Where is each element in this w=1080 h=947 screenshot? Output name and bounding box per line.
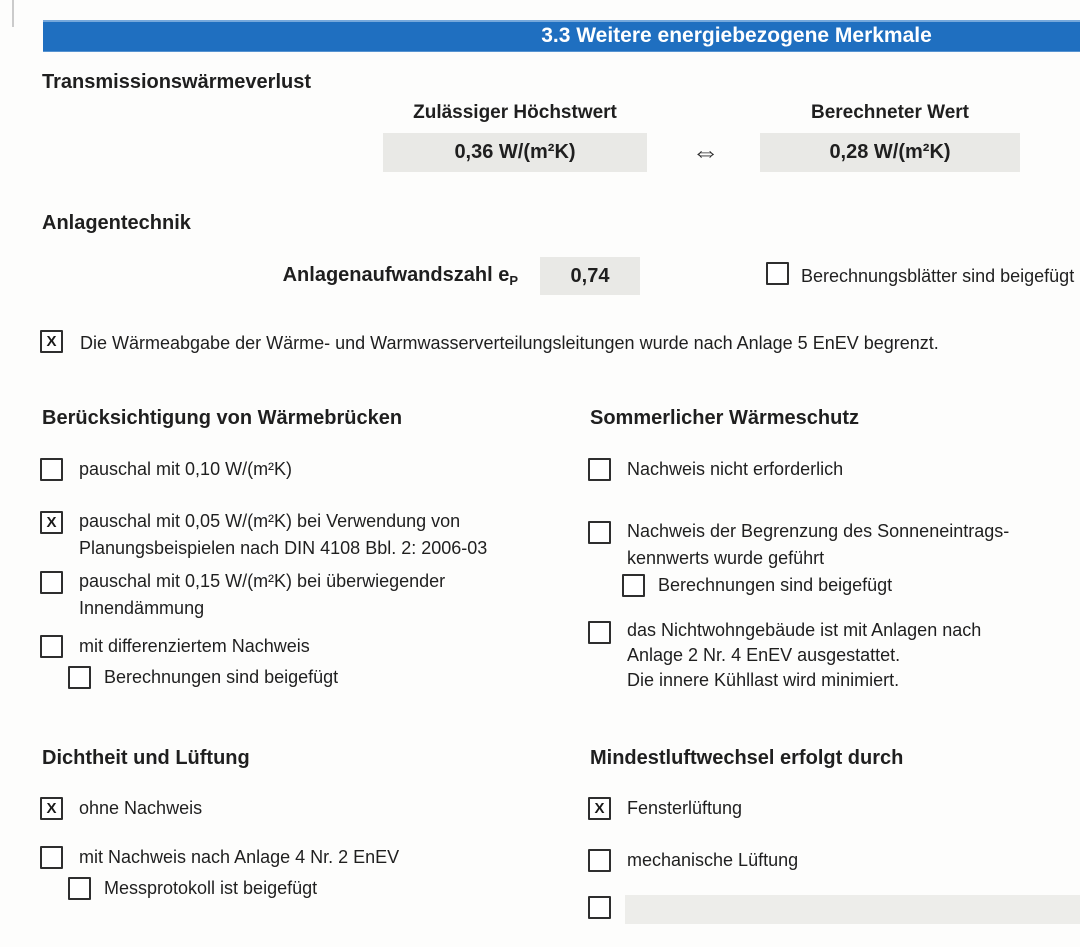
heading-mindestluftwechsel: Mindestluftwechsel erfolgt durch [590, 747, 904, 769]
checkbox-mindestluft-other[interactable] [588, 896, 611, 919]
ep-label-subscript: P [509, 273, 518, 288]
label-ohne-nachweis: ohne Nachweis [79, 798, 203, 818]
checkbox-differenzierter-nachweis[interactable] [40, 635, 63, 658]
max-value-label: Zulässiger Höchstwert [413, 102, 617, 123]
section-title-bar [43, 20, 1080, 52]
label-pauschal-005-line1: pauschal mit 0,05 W/(m²K) bei Verwendung von [79, 511, 461, 531]
checkbox-nachweis-anlage4[interactable] [40, 846, 63, 869]
label-pauschal-015 [79, 568, 445, 622]
mindestluft-other-field[interactable] [625, 895, 1080, 924]
label-berechnungen-beigefuegt-wb: Berechnungen sind beigefügt [104, 667, 339, 687]
checkbox-ohne-nachweis[interactable]: X [40, 797, 63, 820]
label-messprotokoll: Messprotokoll ist beigefügt [104, 878, 318, 898]
ep-value-field[interactable]: 0,74 [540, 257, 640, 295]
calculated-value-field[interactable]: 0,28 W/(m²K) [760, 133, 1020, 172]
equivalence-arrow-icon: ⇔ [691, 136, 720, 167]
checkbox-fensterlueftung[interactable]: X [588, 797, 611, 820]
label-fensterlueftung: Fensterlüftung [627, 798, 743, 818]
scan-artifact-line [12, 0, 14, 27]
label-sonneneintragskennwert-line1: Nachweis der Begrenzung des Sonneneintrags- [627, 521, 1010, 541]
checkbox-sonneneintragskennwert[interactable] [588, 521, 611, 544]
waermeabgabe-label: Die Wärmeabgabe der Wärme- und Warmwasserverteilungsleitungen wurde nach Anlage 5 EnEV begrenzt. [80, 333, 939, 353]
label-pauschal-015-line1: pauschal mit 0,15 W/(m²K) bei überwiegender [79, 571, 446, 591]
label-nachweis-anlage4: mit Nachweis nach Anlage 4 Nr. 2 EnEV [79, 847, 400, 867]
heading-dichtheit-lueftung: Dichtheit und Lüftung [42, 747, 250, 769]
label-nichtwohngebaeude-line1: das Nichtwohngebäude ist mit Anlagen nach [627, 620, 982, 640]
label-nichtwohngebaeude-line2: Anlage 2 Nr. 4 EnEV ausgestattet. [627, 645, 901, 665]
checkbox-berechnungen-beigefuegt-wb[interactable] [68, 666, 91, 689]
checkbox-pauschal-005[interactable]: X [40, 511, 63, 534]
heading-anlagentechnik: Anlagentechnik [42, 212, 191, 234]
label-nichtwohngebaeude-line3: Die innere Kühllast wird minimiert. [627, 670, 900, 690]
label-pauschal-005 [79, 508, 487, 562]
label-berechnungen-beigefuegt-sw: Berechnungen sind beigefügt [658, 575, 893, 595]
checkbox-nichtwohngebaeude-anlagen[interactable] [588, 621, 611, 644]
waermeabgabe-checkbox[interactable]: X [40, 330, 63, 353]
checkbox-nachweis-nicht-erforderlich[interactable] [588, 458, 611, 481]
heading-transmissionswaermeverlust: Transmissionswärmeverlust [42, 71, 312, 93]
ep-label [250, 264, 518, 288]
heading-waermebruecken: Berücksichtigung von Wärmebrücken [42, 407, 403, 429]
ep-label-text: Anlagenaufwandszahl e [282, 264, 510, 286]
berechnungsblaetter-checkbox[interactable] [766, 262, 789, 285]
label-nachweis-nicht-erforderlich: Nachweis nicht erforderlich [627, 459, 844, 479]
label-sonneneintragskennwert-line2: kennwerts wurde geführt [627, 548, 825, 568]
section-title: 3.3 Weitere energiebezogene Merkmale [541, 24, 932, 47]
checkbox-pauschal-010[interactable] [40, 458, 63, 481]
label-sonneneintragskennwert [627, 518, 1009, 572]
label-pauschal-015-line2: Innendämmung [79, 598, 205, 618]
label-mechanische-lueftung: mechanische Lüftung [627, 850, 799, 870]
label-differenzierter-nachweis: mit differenziertem Nachweis [79, 636, 310, 656]
heading-sommerlicher-waermeschutz: Sommerlicher Wärmeschutz [590, 407, 859, 429]
checkbox-mechanische-lueftung[interactable] [588, 849, 611, 872]
max-value-field[interactable]: 0,36 W/(m²K) [383, 133, 647, 172]
checkbox-berechnungen-beigefuegt-sw[interactable] [622, 574, 645, 597]
berechnungsblaetter-label: Berechnungsblätter sind beigefügt [801, 266, 1075, 286]
label-nichtwohngebaeude-anlagen [627, 618, 981, 693]
checkbox-messprotokoll[interactable] [68, 877, 91, 900]
label-pauschal-010: pauschal mit 0,10 W/(m²K) [79, 459, 293, 479]
label-pauschal-005-line2: Planungsbeispielen nach DIN 4108 Bbl. 2: 2006-03 [79, 538, 488, 558]
checkbox-pauschal-015[interactable] [40, 571, 63, 594]
calculated-value-label: Berechneter Wert [810, 102, 970, 123]
